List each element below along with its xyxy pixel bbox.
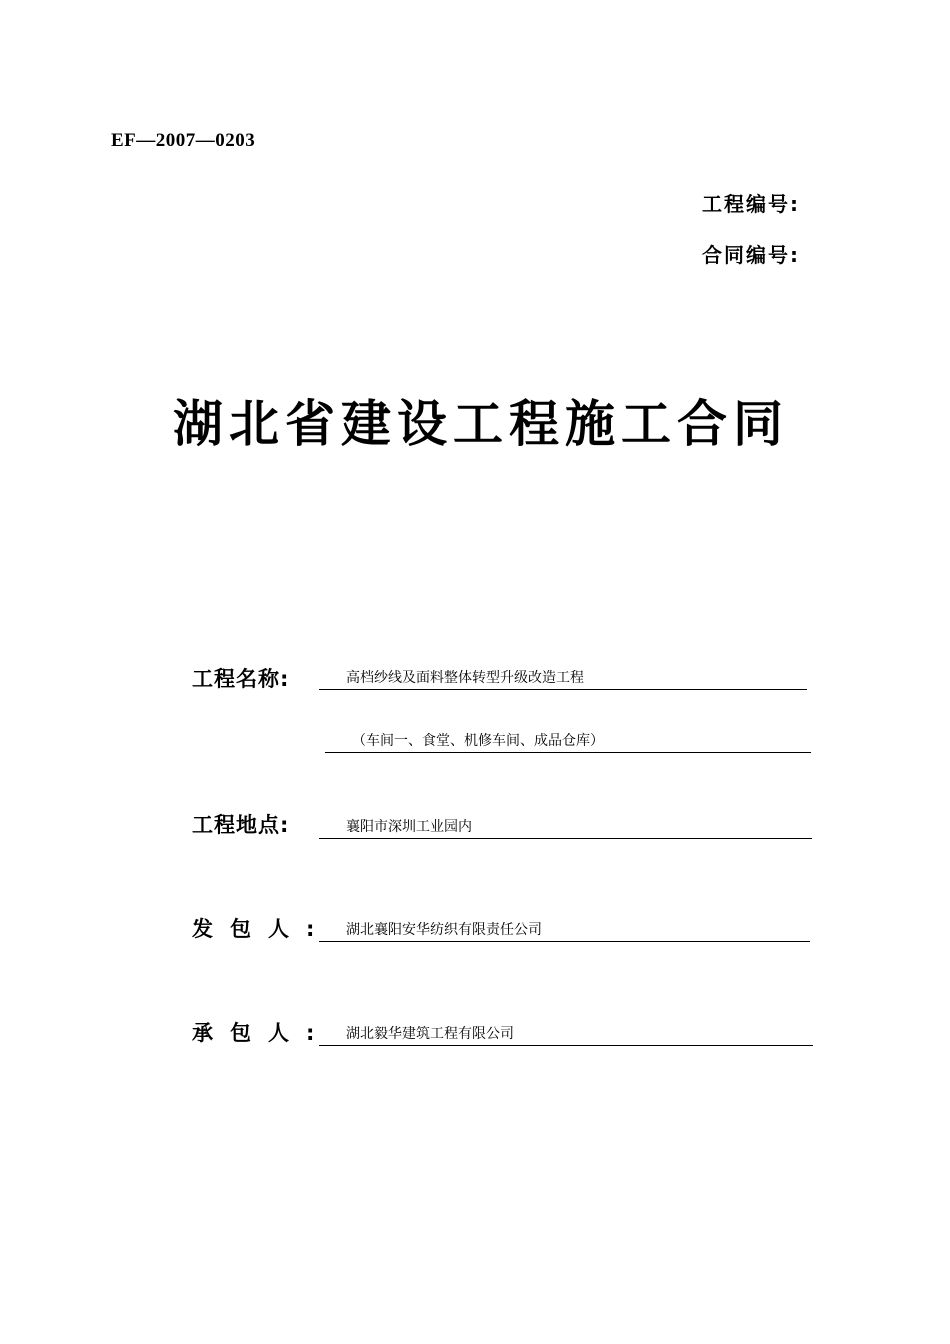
project-number-label: 工程编号: bbox=[702, 192, 800, 216]
project-name-label-row bbox=[192, 663, 288, 693]
project-name-field bbox=[319, 667, 807, 690]
employer-value: 湖北襄阳安华纺织有限责任公司 bbox=[346, 922, 542, 938]
location-field bbox=[319, 816, 812, 839]
page-title: 湖北省建设工程施工合同 bbox=[173, 394, 789, 453]
employer-label-row bbox=[192, 913, 314, 943]
colon: : bbox=[280, 667, 289, 691]
employer-field bbox=[319, 919, 810, 942]
contractor-value: 湖北毅华建筑工程有限公司 bbox=[346, 1026, 514, 1042]
colon: : bbox=[306, 917, 315, 941]
contract-number-label: 合同编号: bbox=[702, 243, 800, 267]
project-name-label: 工程名称 bbox=[192, 667, 280, 691]
document-code: EF—2007—0203 bbox=[111, 130, 256, 151]
project-name-field-line2 bbox=[325, 730, 811, 753]
location-value: 襄阳市深圳工业园内 bbox=[346, 819, 472, 835]
project-name-value: 高档纱线及面料整体转型升级改造工程 bbox=[346, 670, 584, 686]
contractor-field bbox=[319, 1023, 813, 1046]
contractor-label: 承包人 bbox=[192, 1021, 306, 1045]
contractor-label-row bbox=[192, 1017, 314, 1047]
project-name-value-line2: （车间一、食堂、机修车间、成品仓库） bbox=[352, 733, 604, 749]
location-label-row bbox=[192, 809, 288, 839]
location-label: 工程地点 bbox=[192, 813, 280, 837]
employer-label: 发包人 bbox=[192, 917, 306, 941]
colon: : bbox=[306, 1021, 315, 1045]
colon: : bbox=[280, 813, 289, 837]
